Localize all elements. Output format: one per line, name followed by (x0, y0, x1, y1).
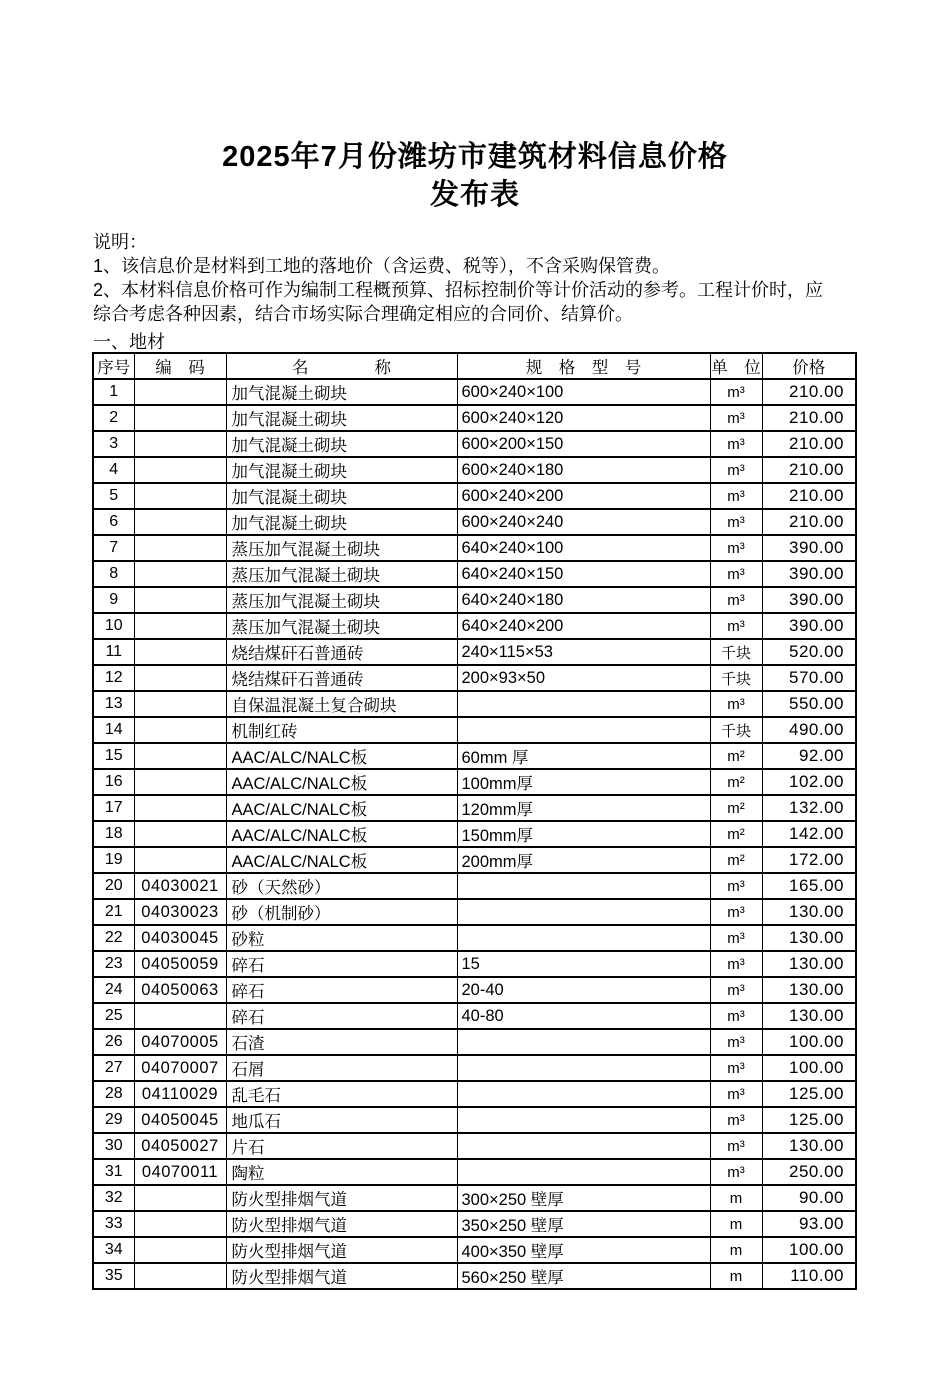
cell-price: 550.00 (762, 691, 856, 717)
cell-price: 125.00 (762, 1107, 856, 1133)
cell-index: 32 (93, 1185, 134, 1211)
cell-index: 16 (93, 769, 134, 795)
cell-code (134, 795, 226, 821)
cell-unit: m³ (710, 1107, 762, 1133)
cell-index: 3 (93, 431, 134, 457)
cell-index: 26 (93, 1029, 134, 1055)
cell-spec: 600×240×100 (457, 379, 710, 405)
cell-price: 210.00 (762, 483, 856, 509)
table-row (93, 483, 856, 509)
cell-spec: 100mm厚 (457, 769, 710, 795)
cell-name: 防火型排烟气道 (226, 1237, 457, 1263)
cell-spec: 350×250 壁厚 (457, 1211, 710, 1237)
cell-code: 04050059 (134, 951, 226, 977)
cell-code: 04070005 (134, 1029, 226, 1055)
cell-name: 蒸压加气混凝土砌块 (226, 561, 457, 587)
cell-spec (457, 1055, 710, 1081)
cell-name: 加气混凝土砌块 (226, 483, 457, 509)
cell-name: 乱毛石 (226, 1081, 457, 1107)
cell-code (134, 509, 226, 535)
cell-price: 92.00 (762, 743, 856, 769)
cell-code (134, 613, 226, 639)
table-row (93, 1263, 856, 1289)
table-row (93, 795, 856, 821)
cell-index: 30 (93, 1133, 134, 1159)
cell-index: 22 (93, 925, 134, 951)
cell-code (134, 1237, 226, 1263)
cell-spec (457, 1159, 710, 1185)
cell-price: 390.00 (762, 535, 856, 561)
table-row (93, 1107, 856, 1133)
cell-index: 7 (93, 535, 134, 561)
cell-index: 23 (93, 951, 134, 977)
cell-price: 390.00 (762, 613, 856, 639)
cell-code (134, 405, 226, 431)
cell-price: 165.00 (762, 873, 856, 899)
cell-code (134, 769, 226, 795)
cell-spec (457, 717, 710, 743)
cell-unit: m³ (710, 587, 762, 613)
cell-code (134, 1185, 226, 1211)
cell-index: 29 (93, 1107, 134, 1133)
cell-code (134, 847, 226, 873)
cell-spec: 20-40 (457, 977, 710, 1003)
cell-code (134, 431, 226, 457)
cell-price: 130.00 (762, 925, 856, 951)
cell-code (134, 665, 226, 691)
table-row (93, 665, 856, 691)
table-header-row (93, 353, 856, 379)
cell-price: 210.00 (762, 405, 856, 431)
table-row (93, 847, 856, 873)
cell-name: 石屑 (226, 1055, 457, 1081)
cell-name: 蒸压加气混凝土砌块 (226, 613, 457, 639)
cell-name: 砂粒 (226, 925, 457, 951)
cell-index: 25 (93, 1003, 134, 1029)
cell-name: 蒸压加气混凝土砌块 (226, 535, 457, 561)
cell-spec: 640×240×180 (457, 587, 710, 613)
cell-price: 102.00 (762, 769, 856, 795)
col-header-name: 名 称 (226, 353, 457, 379)
cell-price: 390.00 (762, 561, 856, 587)
cell-spec: 600×200×150 (457, 431, 710, 457)
cell-unit: m³ (710, 613, 762, 639)
table-row (93, 379, 856, 405)
table-row (93, 821, 856, 847)
cell-spec: 15 (457, 951, 710, 977)
document-title (0, 0, 950, 214)
cell-price: 172.00 (762, 847, 856, 873)
cell-index: 21 (93, 899, 134, 925)
document-title-line2: 发布表 (429, 179, 520, 211)
cell-name: 片石 (226, 1133, 457, 1159)
cell-index: 19 (93, 847, 134, 873)
table-row (93, 431, 856, 457)
cell-name: 机制红砖 (226, 717, 457, 743)
notes-label: 说明： (93, 232, 147, 252)
cell-unit: 千块 (710, 639, 762, 665)
table-row (93, 561, 856, 587)
cell-name: 烧结煤矸石普通砖 (226, 639, 457, 665)
cell-spec: 600×240×180 (457, 457, 710, 483)
cell-price: 142.00 (762, 821, 856, 847)
cell-code (134, 457, 226, 483)
col-header-spec: 规 格 型 号 (457, 353, 710, 379)
cell-name: 蒸压加气混凝土砌块 (226, 587, 457, 613)
cell-spec: 600×240×240 (457, 509, 710, 535)
table-row (93, 1159, 856, 1185)
cell-unit: m³ (710, 925, 762, 951)
cell-code: 04030021 (134, 873, 226, 899)
cell-spec: 300×250 壁厚 (457, 1185, 710, 1211)
cell-unit: m³ (710, 1159, 762, 1185)
cell-unit: m³ (710, 691, 762, 717)
cell-spec (457, 1081, 710, 1107)
table-row (93, 873, 856, 899)
cell-name: 烧结煤矸石普通砖 (226, 665, 457, 691)
cell-code (134, 743, 226, 769)
cell-price: 490.00 (762, 717, 856, 743)
cell-name: 防火型排烟气道 (226, 1263, 457, 1289)
table-row (93, 899, 856, 925)
cell-price: 130.00 (762, 1003, 856, 1029)
cell-code (134, 561, 226, 587)
cell-price: 210.00 (762, 457, 856, 483)
cell-name: 加气混凝土砌块 (226, 457, 457, 483)
cell-name: AAC/ALC/NALC板 (226, 821, 457, 847)
cell-index: 28 (93, 1081, 134, 1107)
cell-code (134, 1211, 226, 1237)
cell-unit: m (710, 1263, 762, 1289)
cell-index: 31 (93, 1159, 134, 1185)
materials-price-table (92, 352, 857, 1290)
cell-index: 12 (93, 665, 134, 691)
cell-spec (457, 925, 710, 951)
cell-index: 9 (93, 587, 134, 613)
cell-index: 2 (93, 405, 134, 431)
cell-price: 110.00 (762, 1263, 856, 1289)
cell-index: 6 (93, 509, 134, 535)
cell-price: 132.00 (762, 795, 856, 821)
cell-unit: m³ (710, 1133, 762, 1159)
table-row (93, 951, 856, 977)
table-row (93, 1029, 856, 1055)
section-heading-dicai: 一、地材 (93, 332, 165, 352)
cell-code (134, 639, 226, 665)
cell-unit: 千块 (710, 665, 762, 691)
table-row (93, 639, 856, 665)
table-row (93, 769, 856, 795)
cell-code (134, 379, 226, 405)
cell-unit: m³ (710, 379, 762, 405)
cell-name: 加气混凝土砌块 (226, 379, 457, 405)
cell-name: 砂（天然砂） (226, 873, 457, 899)
cell-spec: 600×240×200 (457, 483, 710, 509)
cell-index: 14 (93, 717, 134, 743)
cell-price: 100.00 (762, 1237, 856, 1263)
cell-code (134, 1003, 226, 1029)
cell-unit: m³ (710, 951, 762, 977)
cell-code: 04050063 (134, 977, 226, 1003)
table-row (93, 1003, 856, 1029)
cell-index: 34 (93, 1237, 134, 1263)
cell-spec: 60mm 厚 (457, 743, 710, 769)
document-title-line1: 2025年7月份潍坊市建筑材料信息价格 (222, 141, 728, 173)
cell-index: 5 (93, 483, 134, 509)
cell-unit: m³ (710, 1055, 762, 1081)
cell-unit: m³ (710, 1081, 762, 1107)
cell-spec: 600×240×120 (457, 405, 710, 431)
cell-index: 33 (93, 1211, 134, 1237)
cell-price: 100.00 (762, 1055, 856, 1081)
cell-unit: m³ (710, 1003, 762, 1029)
cell-price: 130.00 (762, 977, 856, 1003)
cell-spec (457, 899, 710, 925)
cell-code: 04070007 (134, 1055, 226, 1081)
cell-unit: 千块 (710, 717, 762, 743)
cell-unit: m³ (710, 509, 762, 535)
cell-unit: m³ (710, 899, 762, 925)
cell-spec: 640×240×200 (457, 613, 710, 639)
cell-spec: 240×115×53 (457, 639, 710, 665)
cell-unit: m² (710, 847, 762, 873)
table-row (93, 743, 856, 769)
cell-index: 18 (93, 821, 134, 847)
note-line-1: 1、该信息价是材料到工地的落地价（含运费、税等），不含采购保管费。 (93, 256, 671, 276)
table-row (93, 457, 856, 483)
cell-spec: 120mm厚 (457, 795, 710, 821)
cell-code (134, 691, 226, 717)
cell-spec (457, 1029, 710, 1055)
table-row (93, 1185, 856, 1211)
table-row (93, 925, 856, 951)
note-line-3: 综合考虑各种因素，结合市场实际合理确定相应的合同价、结算价。 (93, 304, 633, 324)
cell-unit: m³ (710, 1029, 762, 1055)
cell-index: 8 (93, 561, 134, 587)
cell-price: 93.00 (762, 1211, 856, 1237)
cell-unit: m³ (710, 431, 762, 457)
cell-index: 20 (93, 873, 134, 899)
notes-section (93, 230, 893, 326)
table-row (93, 509, 856, 535)
cell-code: 04070011 (134, 1159, 226, 1185)
table-row (93, 1055, 856, 1081)
cell-name: 陶粒 (226, 1159, 457, 1185)
cell-unit: m² (710, 821, 762, 847)
table-row (93, 717, 856, 743)
cell-code: 04050027 (134, 1133, 226, 1159)
cell-price: 125.00 (762, 1081, 856, 1107)
cell-name: 碎石 (226, 951, 457, 977)
cell-index: 13 (93, 691, 134, 717)
cell-name: 自保温混凝土复合砌块 (226, 691, 457, 717)
cell-name: 碎石 (226, 1003, 457, 1029)
cell-unit: m³ (710, 977, 762, 1003)
cell-name: 加气混凝土砌块 (226, 509, 457, 535)
cell-code: 04030023 (134, 899, 226, 925)
cell-index: 35 (93, 1263, 134, 1289)
cell-name: 加气混凝土砌块 (226, 431, 457, 457)
cell-name: 地瓜石 (226, 1107, 457, 1133)
cell-code (134, 1263, 226, 1289)
note-line-2: 2、本材料信息价格可作为编制工程概预算、招标控制价等计价活动的参考。工程计价时，应 (93, 280, 824, 300)
cell-unit: m³ (710, 405, 762, 431)
table-row (93, 613, 856, 639)
cell-unit: m² (710, 795, 762, 821)
cell-spec: 640×240×100 (457, 535, 710, 561)
cell-index: 11 (93, 639, 134, 665)
table-row (93, 405, 856, 431)
cell-index: 27 (93, 1055, 134, 1081)
cell-price: 570.00 (762, 665, 856, 691)
cell-name: AAC/ALC/NALC板 (226, 847, 457, 873)
cell-spec: 400×350 壁厚 (457, 1237, 710, 1263)
cell-unit: m (710, 1237, 762, 1263)
cell-name: 石渣 (226, 1029, 457, 1055)
cell-name: 加气混凝土砌块 (226, 405, 457, 431)
table-row (93, 1211, 856, 1237)
cell-code: 04030045 (134, 925, 226, 951)
cell-price: 210.00 (762, 431, 856, 457)
cell-index: 4 (93, 457, 134, 483)
col-header-code: 编 码 (134, 353, 226, 379)
cell-spec: 150mm厚 (457, 821, 710, 847)
cell-price: 210.00 (762, 379, 856, 405)
cell-spec (457, 691, 710, 717)
table-row (93, 587, 856, 613)
table-row (93, 1237, 856, 1263)
col-header-price: 价格 (762, 353, 856, 379)
cell-name: 防火型排烟气道 (226, 1211, 457, 1237)
table-row (93, 691, 856, 717)
cell-name: AAC/ALC/NALC板 (226, 795, 457, 821)
cell-price: 130.00 (762, 1133, 856, 1159)
col-header-unit: 单 位 (710, 353, 762, 379)
cell-spec: 560×250 壁厚 (457, 1263, 710, 1289)
cell-spec: 640×240×150 (457, 561, 710, 587)
cell-name: 砂（机制砂） (226, 899, 457, 925)
cell-unit: m (710, 1185, 762, 1211)
cell-spec (457, 873, 710, 899)
cell-price: 100.00 (762, 1029, 856, 1055)
cell-code (134, 535, 226, 561)
cell-price: 130.00 (762, 899, 856, 925)
table-row (93, 977, 856, 1003)
cell-code: 04110029 (134, 1081, 226, 1107)
cell-code (134, 717, 226, 743)
cell-price: 130.00 (762, 951, 856, 977)
cell-spec: 40-80 (457, 1003, 710, 1029)
cell-unit: m³ (710, 535, 762, 561)
cell-code: 04050045 (134, 1107, 226, 1133)
cell-index: 24 (93, 977, 134, 1003)
cell-index: 15 (93, 743, 134, 769)
table-row (93, 535, 856, 561)
cell-spec (457, 1133, 710, 1159)
cell-unit: m³ (710, 457, 762, 483)
cell-spec: 200×93×50 (457, 665, 710, 691)
cell-spec: 200mm厚 (457, 847, 710, 873)
cell-unit: m³ (710, 483, 762, 509)
cell-price: 90.00 (762, 1185, 856, 1211)
cell-code (134, 821, 226, 847)
cell-unit: m³ (710, 873, 762, 899)
cell-price: 520.00 (762, 639, 856, 665)
cell-unit: m (710, 1211, 762, 1237)
cell-name: 碎石 (226, 977, 457, 1003)
cell-unit: m² (710, 743, 762, 769)
cell-name: AAC/ALC/NALC板 (226, 769, 457, 795)
cell-code (134, 587, 226, 613)
cell-index: 10 (93, 613, 134, 639)
col-header-index: 序号 (93, 353, 134, 379)
cell-unit: m² (710, 769, 762, 795)
cell-index: 1 (93, 379, 134, 405)
cell-name: 防火型排烟气道 (226, 1185, 457, 1211)
table-row (93, 1081, 856, 1107)
cell-price: 250.00 (762, 1159, 856, 1185)
cell-price: 210.00 (762, 509, 856, 535)
cell-code (134, 483, 226, 509)
cell-name: AAC/ALC/NALC板 (226, 743, 457, 769)
cell-index: 17 (93, 795, 134, 821)
table-row (93, 1133, 856, 1159)
cell-unit: m³ (710, 561, 762, 587)
cell-price: 390.00 (762, 587, 856, 613)
cell-spec (457, 1107, 710, 1133)
